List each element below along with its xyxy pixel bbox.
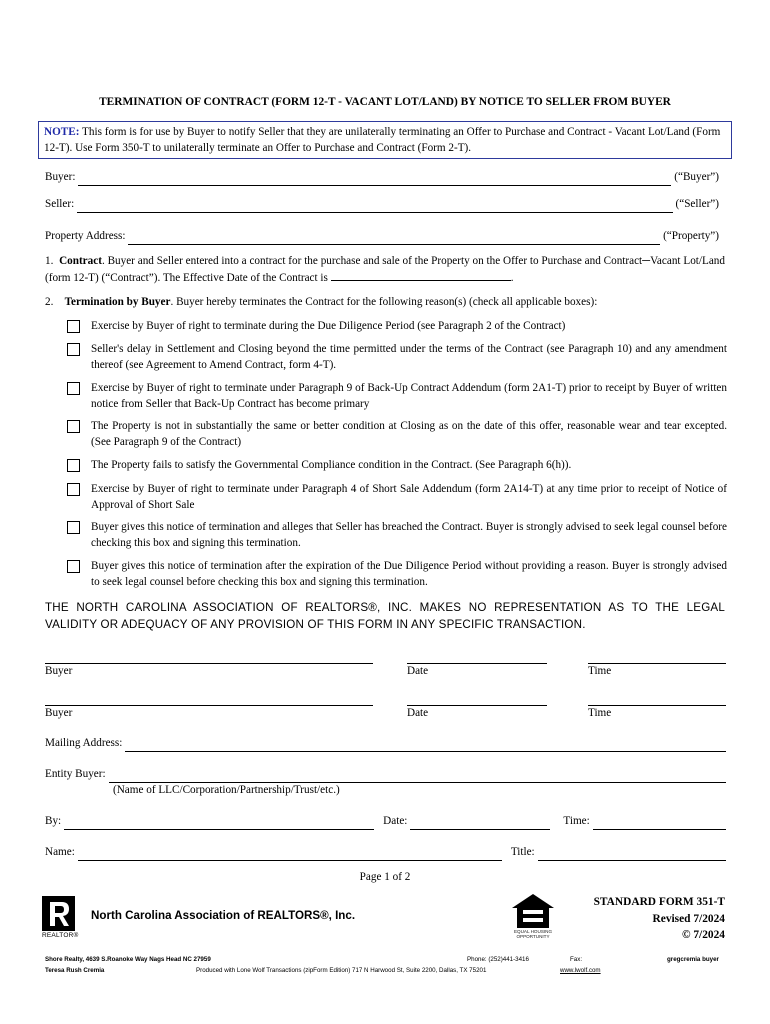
by-label: By:	[45, 815, 62, 827]
property-label: Property Address:	[45, 230, 126, 242]
entity-hint: (Name of LLC/Corporation/Partnership/Trust/etc.)	[113, 784, 340, 796]
property-address-field[interactable]	[128, 233, 660, 245]
user-info: gregcremia buyer	[667, 956, 719, 963]
equal-housing-logo	[508, 892, 558, 940]
reason-item	[67, 458, 727, 474]
mailing-row	[45, 736, 726, 752]
equal-housing-icon	[508, 892, 558, 930]
reason-item	[67, 559, 727, 591]
form-info	[560, 894, 725, 944]
reason-text: The Property is not in substantially the same or better condition at Closing as on the date of this offer, reasonable wear and tear excepted. (See Paragraph 9 of the Contract)	[91, 420, 727, 448]
reason-checkbox[interactable]	[67, 459, 80, 472]
section-2-heading: Termination by Buyer	[64, 296, 171, 308]
title-label: Title:	[510, 846, 535, 858]
reason-text: Exercise by Buyer of right to terminate during the Due Diligence Period (see Paragraph 2 of the Contract)	[91, 320, 566, 332]
note-text: This form is for use by Buyer to notify Seller that they are unilaterally terminating an Offer to Purchase and Contract - Vacant Lot/Land (Form 12-T). Use Form 350-T to unilaterally terminate an Offer to Purchase and Contract (Form 2-T).	[44, 126, 721, 155]
reason-item	[67, 419, 727, 451]
legal-disclaimer: THE NORTH CAROLINA ASSOCIATION OF REALTORS®, INC. MAKES NO REPRESENTATION AS TO THE LEGAL VALIDITY OR ADEQUACY OF ANY PROVISION OF THIS FORM IN ANY SPECIFIC TRANSACTION.	[45, 601, 725, 631]
association-name: North Carolina Association of REALTORS®, Inc.	[91, 909, 356, 922]
form-copyright: © 7/2024	[682, 929, 725, 942]
lwolf-link[interactable]: www.lwolf.com	[560, 967, 601, 974]
note-box	[38, 121, 732, 159]
buyer-signature-label: Buyer	[45, 665, 73, 677]
seller-label: Seller:	[45, 198, 75, 210]
note-label: NOTE:	[44, 126, 80, 138]
entity-label: Entity Buyer:	[45, 768, 106, 780]
form-revised: Revised 7/2024	[652, 912, 725, 925]
equal-housing-text: EQUAL HOUSING OPPORTUNITY	[513, 929, 553, 940]
entity-row	[45, 767, 726, 783]
brokerage-info: Shore Realty, 4639 S.Roanoke Way Nags Head NC 27959	[45, 956, 211, 963]
fax-info: Fax:	[570, 956, 583, 963]
buyer-name-field[interactable]	[78, 174, 671, 186]
reason-item	[67, 319, 727, 335]
reason-text: Buyer gives this notice of termination after the expiration of the Due Diligence Period without providing a reason. Buyer is strongly advised to seek legal counsel before checking this box and signing this termination.	[91, 560, 727, 588]
buyer-row	[45, 170, 719, 186]
by-date-field[interactable]	[410, 818, 550, 830]
section-1-end: .	[510, 271, 514, 284]
seller-name-field[interactable]	[77, 201, 672, 213]
agent-name: Teresa Rush Cremia	[45, 967, 105, 974]
reason-item	[67, 520, 727, 552]
reason-text: Exercise by Buyer of right to terminate under Paragraph 9 of Back-Up Contract Addendum (form 2A1-T) prior to receipt by Buyer of written notice from Seller that Back-Up Contract has become primary	[91, 382, 727, 410]
reason-checkbox[interactable]	[67, 521, 80, 534]
section-1-heading: Contract	[59, 255, 102, 267]
buyer-signature-line-2[interactable]	[45, 705, 373, 706]
section-2	[45, 295, 725, 311]
by-time-field[interactable]	[593, 818, 726, 830]
buyer-suffix: (“Buyer”)	[674, 171, 719, 183]
entity-buyer-field[interactable]	[109, 771, 726, 783]
seller-suffix: (“Seller”)	[675, 198, 719, 210]
section-1-text: . Buyer and Seller entered into a contract for the purchase and sale of the Property on the Offer to Purchase and Contract─Vacant Lot/Land (form 12-T) (“Contract”). The Effective Date of the Contract is	[45, 255, 725, 284]
page-number: Page 1 of 2	[359, 871, 411, 883]
buyer-label: Buyer:	[45, 171, 76, 183]
reason-text: Exercise by Buyer of right to terminate under Paragraph 4 of Short Sale Addendum (form 2A14-T) at any time prior to receipt of Notice of Approval of Short Sale	[91, 483, 727, 511]
reason-checkbox[interactable]	[67, 560, 80, 573]
section-1-number: 1.	[45, 255, 54, 267]
reason-text: Seller's delay in Settlement and Closing beyond the time permitted under the terms of the Contract (see Paragraph 10) and any amendment thereof (see Agreement to Amend Contract, form 4-T).	[91, 343, 727, 371]
reason-checkbox[interactable]	[67, 483, 80, 496]
title-field[interactable]	[538, 849, 726, 861]
reason-checkbox[interactable]	[67, 420, 80, 433]
time-label: Time	[588, 707, 612, 719]
form-name: STANDARD FORM 351-T	[593, 896, 725, 908]
mailing-label: Mailing Address:	[45, 737, 123, 749]
buyer-signature-label: Buyer	[45, 707, 73, 719]
by-time-label: Time:	[563, 815, 590, 827]
reason-item	[67, 342, 727, 374]
form-title: TERMINATION OF CONTRACT (FORM 12-T - VACANT LOT/LAND) BY NOTICE TO SELLER FROM BUYER	[99, 96, 671, 108]
time-label: Time	[588, 665, 612, 677]
by-field[interactable]	[64, 818, 374, 830]
reason-item	[67, 381, 727, 413]
phone-info: Phone: (252)441-3416	[467, 956, 529, 963]
reason-checkbox[interactable]	[67, 382, 80, 395]
section-2-text: . Buyer hereby terminates the Contract for the following reason(s) (check all applicable boxes):	[170, 296, 598, 308]
buyer-signature-line-1[interactable]	[45, 663, 373, 664]
seller-row	[45, 197, 719, 213]
property-row	[45, 229, 719, 245]
by-row	[45, 814, 726, 830]
section-1	[45, 254, 725, 287]
effective-date-field[interactable]	[331, 270, 511, 281]
name-field[interactable]	[78, 849, 502, 861]
reason-item	[67, 482, 727, 514]
realtor-logo	[42, 896, 82, 940]
reason-text: Buyer gives this notice of termination and alleges that Seller has breached the Contract. Buyer is strongly advised to seek legal counsel before checking this box and signing this termination.	[91, 521, 727, 549]
name-row	[45, 845, 726, 861]
reason-checkbox[interactable]	[67, 320, 80, 333]
mailing-address-field[interactable]	[125, 740, 726, 752]
section-2-number: 2.	[45, 296, 54, 308]
produced-by: Produced with Lone Wolf Transactions (zipForm Edition) 717 N Harwood St, Suite 2200, Dallas, TX 75201	[196, 967, 487, 974]
date-label: Date	[407, 707, 429, 719]
date-label: Date	[407, 665, 429, 677]
name-label: Name:	[45, 846, 75, 858]
reason-text: The Property fails to satisfy the Governmental Compliance condition in the Contract. (See Paragraph 6(h)).	[91, 459, 572, 471]
reason-checkbox[interactable]	[67, 343, 80, 356]
property-suffix: (“Property”)	[663, 230, 719, 242]
realtor-logo-word: REALTOR®	[42, 932, 79, 939]
by-date-label: Date:	[383, 815, 408, 827]
